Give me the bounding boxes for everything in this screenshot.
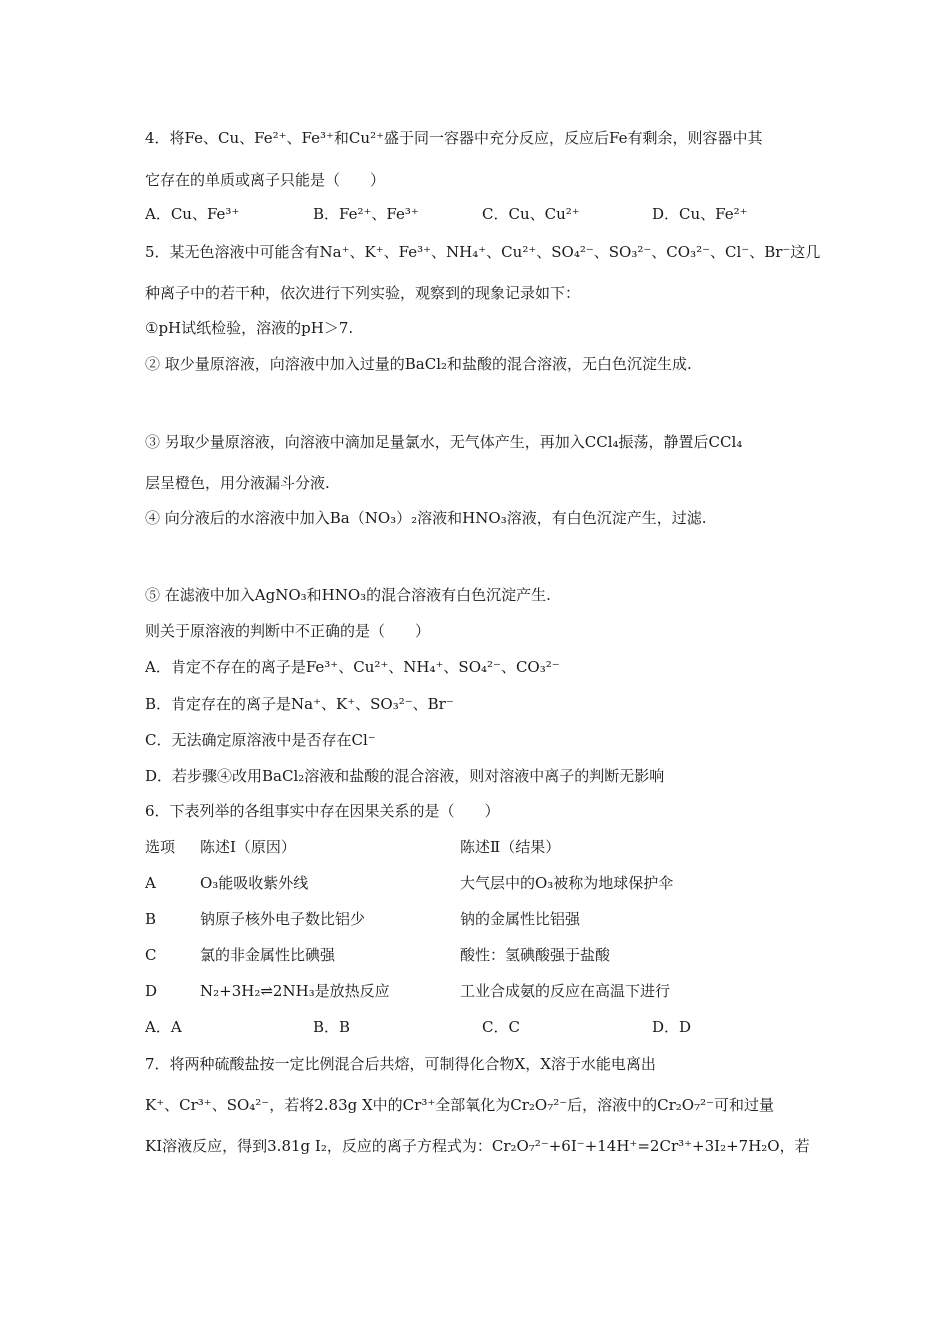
q6-option-a: A．A	[145, 1018, 182, 1036]
q4-option-b: B．Fe²⁺、Fe³⁺	[313, 205, 419, 223]
q4-option-c: C．Cu、Cu²⁺	[482, 205, 580, 223]
q5-step3a: ③ 另取少量原溶液，向溶液中滴加足量氯水，无气体产生，再加入CCl₄振荡，静置后CCl₄	[145, 433, 743, 451]
q7-line1: 7．将两种硫酸盐按一定比例混合后共熔，可制得化合物X，X溶于水能电离出	[145, 1055, 656, 1073]
q5-line1: 5．某无色溶液中可能含有Na⁺、K⁺、Fe³⁺、NH₄⁺、Cu²⁺、SO₄²⁻、SO₃²⁻、CO₃²⁻、Cl⁻、Br⁻这几	[145, 243, 821, 261]
q6-header-statement2: 陈述Ⅱ（结果）	[460, 838, 561, 856]
q6-row-d-option: D	[145, 982, 158, 1000]
q4-option-a: A．Cu、Fe³⁺	[145, 205, 240, 223]
q6-row-a-result: 大气层中的O₃被称为地球保护伞	[460, 874, 674, 892]
q6-row-c-cause: 氯的非金属性比碘强	[200, 946, 336, 964]
q6-row-b-cause: 钠原子核外电子数比铝少	[200, 910, 366, 928]
q6-row-b-option: B	[145, 910, 157, 928]
q6-header-statement1: 陈述Ⅰ（原因）	[200, 838, 296, 856]
q7-line3: KI溶液反应，得到3.81g I₂，反应的离子方程式为：Cr₂O₇²⁻+6I⁻+14H⁺=2Cr³⁺+3I₂+7H₂O，若	[145, 1137, 810, 1155]
q6-row-c-result: 酸性：氢碘酸强于盐酸	[460, 946, 611, 964]
q6-option-b: B．B	[313, 1018, 351, 1036]
q5-step4: ④ 向分液后的水溶液中加入Ba（NO₃）₂溶液和HNO₃溶液，有白色沉淀产生，过滤.	[145, 509, 707, 527]
q5-option-a: A．肯定不存在的离子是Fe³⁺、Cu²⁺、NH₄⁺、SO₄²⁻、CO₃²⁻	[145, 658, 560, 676]
q6-header-option: 选项	[145, 838, 176, 856]
q6-option-d: D．D	[652, 1018, 692, 1036]
q4-line1: 4．将Fe、Cu、Fe²⁺、Fe³⁺和Cu²⁺盛于同一容器中充分反应，反应后Fe有剩余，则容器中其	[145, 129, 763, 147]
q5-line2: 种离子中的若干种，依次进行下列实验，观察到的现象记录如下：	[145, 284, 581, 302]
q6-row-d-cause: N₂+3H₂⇌2NH₃是放热反应	[200, 982, 390, 1000]
q6-option-c: C．C	[482, 1018, 520, 1036]
q5-step5: ⑤ 在滤液中加入AgNO₃和HNO₃的混合溶液有白色沉淀产生.	[145, 586, 551, 604]
q5-option-d: D．若步骤④改用BaCl₂溶液和盐酸的混合溶液，则对溶液中离子的判断无影响	[145, 767, 665, 785]
q6-row-a-cause: O₃能吸收紫外线	[200, 874, 309, 892]
q6-row-a-option: A	[145, 874, 156, 892]
q4-line2: 它存在的单质或离子只能是（ ）	[145, 171, 386, 189]
q6-row-c-option: C	[145, 946, 157, 964]
q6-row-d-result: 工业合成氨的反应在高温下进行	[460, 982, 671, 1000]
q6-title: 6．下表列举的各组事实中存在因果关系的是（ ）	[145, 802, 500, 820]
q5-option-c: C．无法确定原溶液中是否存在Cl⁻	[145, 731, 376, 749]
q7-line2: K⁺、Cr³⁺、SO₄²⁻，若将2.83g X中的Cr³⁺全部氧化为Cr₂O₇²⁻后，溶液中的Cr₂O₇²⁻可和过量	[145, 1096, 775, 1114]
q5-option-b: B．肯定存在的离子是Na⁺、K⁺、SO₃²⁻、Br⁻	[145, 695, 454, 713]
q5-step2: ② 取少量原溶液，向溶液中加入过量的BaCl₂和盐酸的混合溶液，无白色沉淀生成.	[145, 355, 692, 373]
q4-option-d: D．Cu、Fe²⁺	[652, 205, 748, 223]
q5-step3b: 层呈橙色，用分液漏斗分液.	[145, 474, 330, 492]
q5-question: 则关于原溶液的判断中不正确的是（ ）	[145, 622, 431, 640]
q6-row-b-result: 钠的金属性比铝强	[460, 910, 581, 928]
q5-step1: ①pH试纸检验，溶液的pH＞7.	[145, 319, 354, 337]
